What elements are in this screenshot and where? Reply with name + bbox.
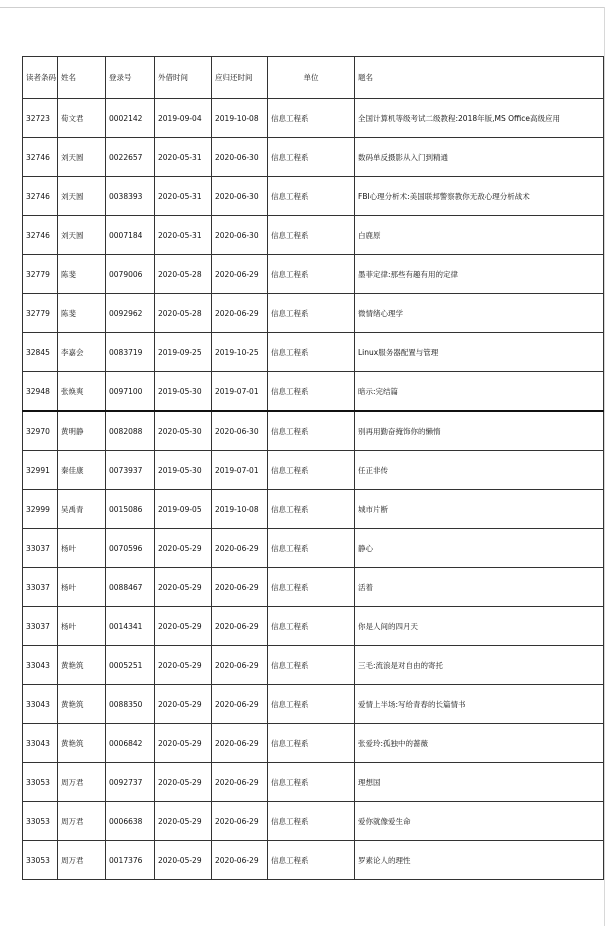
cell-reader-barcode: 33053 [23,763,58,802]
cell-department: 信息工程系 [268,490,355,529]
cell-department: 信息工程系 [268,724,355,763]
table-row [23,685,604,724]
cell-name: 黄艳筑 [58,646,106,685]
cell-title: 墨菲定律:那些有趣有用的定律 [355,255,604,294]
table-row [23,99,604,138]
table-row [23,568,604,607]
header-due-date: 应归还时间 [212,57,268,99]
cell-loan-date: 2020-05-29 [155,607,212,646]
cell-accession-number: 0038393 [106,177,155,216]
cell-loan-date: 2020-05-28 [155,255,212,294]
cell-accession-number: 0017376 [106,841,155,880]
cell-title: 全国计算机等级考试二级教程:2018年版,MS Office高级应用 [355,99,604,138]
cell-department: 信息工程系 [268,529,355,568]
cell-department: 信息工程系 [268,99,355,138]
cell-reader-barcode: 33053 [23,802,58,841]
cell-title: 白鹿原 [355,216,604,255]
cell-accession-number: 0079006 [106,255,155,294]
cell-name: 张焕爽 [58,372,106,412]
cell-department: 信息工程系 [268,607,355,646]
cell-due-date: 2020-06-29 [212,763,268,802]
cell-accession-number: 0007184 [106,216,155,255]
cell-title: 活着 [355,568,604,607]
cell-due-date: 2019-07-01 [212,372,268,412]
cell-department: 信息工程系 [268,841,355,880]
header-name: 姓名 [58,57,106,99]
cell-due-date: 2020-06-30 [212,411,268,451]
cell-reader-barcode: 33053 [23,841,58,880]
cell-department: 信息工程系 [268,177,355,216]
cell-title: 微情绪心理学 [355,294,604,333]
cell-due-date: 2020-06-29 [212,802,268,841]
cell-name: 黄艳筑 [58,724,106,763]
cell-name: 杨叶 [58,568,106,607]
cell-title: FBI心理分析术:美国联邦警察教你无敌心理分析战术 [355,177,604,216]
cell-title: 理想国 [355,763,604,802]
cell-name: 周万君 [58,802,106,841]
cell-name: 陈斐 [58,294,106,333]
cell-department: 信息工程系 [268,802,355,841]
cell-loan-date: 2020-05-29 [155,763,212,802]
cell-loan-date: 2019-05-30 [155,372,212,412]
cell-loan-date: 2020-05-29 [155,802,212,841]
cell-title: Linux服务器配置与管理 [355,333,604,372]
header-title: 题名 [355,57,604,99]
cell-department: 信息工程系 [268,138,355,177]
cell-title: 任正非传 [355,451,604,490]
cell-reader-barcode: 32746 [23,177,58,216]
header-reader-barcode: 读者条码 [23,57,58,99]
cell-accession-number: 0082088 [106,411,155,451]
cell-due-date: 2020-06-30 [212,177,268,216]
cell-accession-number: 0073937 [106,451,155,490]
cell-loan-date: 2020-05-29 [155,685,212,724]
cell-accession-number: 0088350 [106,685,155,724]
cell-due-date: 2020-06-30 [212,138,268,177]
header-department: 单位 [268,57,355,99]
cell-due-date: 2020-06-29 [212,724,268,763]
table-row [23,490,604,529]
cell-due-date: 2019-10-08 [212,490,268,529]
table-row [23,138,604,177]
cell-department: 信息工程系 [268,763,355,802]
header-loan-date: 外借时间 [155,57,212,99]
cell-department: 信息工程系 [268,451,355,490]
cell-loan-date: 2019-09-05 [155,490,212,529]
cell-due-date: 2020-06-29 [212,646,268,685]
cell-name: 周万君 [58,763,106,802]
cell-reader-barcode: 33037 [23,529,58,568]
cell-accession-number: 0015086 [106,490,155,529]
cell-due-date: 2019-10-08 [212,99,268,138]
cell-loan-date: 2020-05-29 [155,529,212,568]
cell-loan-date: 2020-05-31 [155,177,212,216]
table-row [23,724,604,763]
cell-name: 黄明静 [58,411,106,451]
cell-reader-barcode: 32746 [23,138,58,177]
cell-title: 城市片断 [355,490,604,529]
cell-accession-number: 0006638 [106,802,155,841]
cell-reader-barcode: 32970 [23,411,58,451]
table-row [23,255,604,294]
cell-title: 静心 [355,529,604,568]
table-row [23,294,604,333]
table-row [23,177,604,216]
cell-name: 刘天圆 [58,216,106,255]
cell-loan-date: 2020-05-29 [155,568,212,607]
cell-title: 张爱玲:孤独中的蔷薇 [355,724,604,763]
cell-due-date: 2020-06-30 [212,216,268,255]
cell-department: 信息工程系 [268,372,355,412]
table-row [23,529,604,568]
cell-reader-barcode: 32779 [23,255,58,294]
cell-reader-barcode: 33037 [23,568,58,607]
cell-accession-number: 0070596 [106,529,155,568]
cell-name: 秦佳康 [58,451,106,490]
table-row [23,646,604,685]
cell-accession-number: 0006842 [106,724,155,763]
cell-department: 信息工程系 [268,333,355,372]
cell-reader-barcode: 32845 [23,333,58,372]
cell-accession-number: 0092962 [106,294,155,333]
cell-name: 杨叶 [58,529,106,568]
table-row [23,607,604,646]
cell-department: 信息工程系 [268,255,355,294]
cell-accession-number: 0014341 [106,607,155,646]
cell-name: 杨叶 [58,607,106,646]
cell-loan-date: 2020-05-28 [155,294,212,333]
cell-accession-number: 0097100 [106,372,155,412]
cell-department: 信息工程系 [268,294,355,333]
cell-reader-barcode: 32779 [23,294,58,333]
cell-loan-date: 2020-05-29 [155,646,212,685]
cell-loan-date: 2019-05-30 [155,451,212,490]
cell-title: 三毛:流浪是对自由的寄托 [355,646,604,685]
table-row [23,372,604,412]
cell-name: 陈斐 [58,255,106,294]
cell-due-date: 2020-06-29 [212,568,268,607]
cell-title: 爱你就像爱生命 [355,802,604,841]
cell-reader-barcode: 32948 [23,372,58,412]
cell-accession-number: 0022657 [106,138,155,177]
cell-loan-date: 2020-05-31 [155,138,212,177]
cell-name: 刘天圆 [58,138,106,177]
cell-due-date: 2019-10-25 [212,333,268,372]
header-accession-number: 登录号 [106,57,155,99]
cell-due-date: 2020-06-29 [212,685,268,724]
cell-name: 荀文君 [58,99,106,138]
top-border [0,7,605,8]
cell-reader-barcode: 32723 [23,99,58,138]
cell-department: 信息工程系 [268,568,355,607]
cell-loan-date: 2020-05-29 [155,724,212,763]
cell-accession-number: 0005251 [106,646,155,685]
cell-loan-date: 2020-05-30 [155,411,212,451]
table-body [23,99,604,880]
cell-due-date: 2020-06-29 [212,294,268,333]
cell-title: 暗示:完结篇 [355,372,604,412]
cell-loan-date: 2020-05-29 [155,841,212,880]
cell-title: 罗素论人的理性 [355,841,604,880]
cell-reader-barcode: 32999 [23,490,58,529]
cell-department: 信息工程系 [268,646,355,685]
table-row [23,411,604,451]
cell-title: 你是人间的四月天 [355,607,604,646]
table-row [23,333,604,372]
cell-accession-number: 0092737 [106,763,155,802]
cell-name: 刘天圆 [58,177,106,216]
cell-title: 别再用勤奋掩饰你的懒惰 [355,411,604,451]
cell-accession-number: 0002142 [106,99,155,138]
cell-due-date: 2020-06-29 [212,841,268,880]
cell-accession-number: 0083719 [106,333,155,372]
cell-department: 信息工程系 [268,411,355,451]
cell-reader-barcode: 33043 [23,685,58,724]
cell-reader-barcode: 33043 [23,724,58,763]
table-row [23,841,604,880]
table-row [23,802,604,841]
cell-title: 爱情上半场:写给青春的长篇情书 [355,685,604,724]
cell-due-date: 2020-06-29 [212,529,268,568]
cell-title: 数码单反摄影从入门到精通 [355,138,604,177]
cell-loan-date: 2019-09-04 [155,99,212,138]
table-row [23,451,604,490]
cell-accession-number: 0088467 [106,568,155,607]
cell-loan-date: 2019-09-25 [155,333,212,372]
cell-reader-barcode: 32991 [23,451,58,490]
cell-reader-barcode: 33043 [23,646,58,685]
cell-department: 信息工程系 [268,685,355,724]
cell-due-date: 2019-07-01 [212,451,268,490]
cell-due-date: 2020-06-29 [212,607,268,646]
cell-reader-barcode: 33037 [23,607,58,646]
table-row [23,216,604,255]
loan-records-table [22,56,604,880]
table-header-row [23,57,604,99]
cell-loan-date: 2020-05-31 [155,216,212,255]
cell-reader-barcode: 32746 [23,216,58,255]
cell-department: 信息工程系 [268,216,355,255]
cell-due-date: 2020-06-29 [212,255,268,294]
table-row [23,763,604,802]
cell-name: 周万君 [58,841,106,880]
cell-name: 吴禹青 [58,490,106,529]
cell-name: 李嘉会 [58,333,106,372]
cell-name: 黄艳筑 [58,685,106,724]
